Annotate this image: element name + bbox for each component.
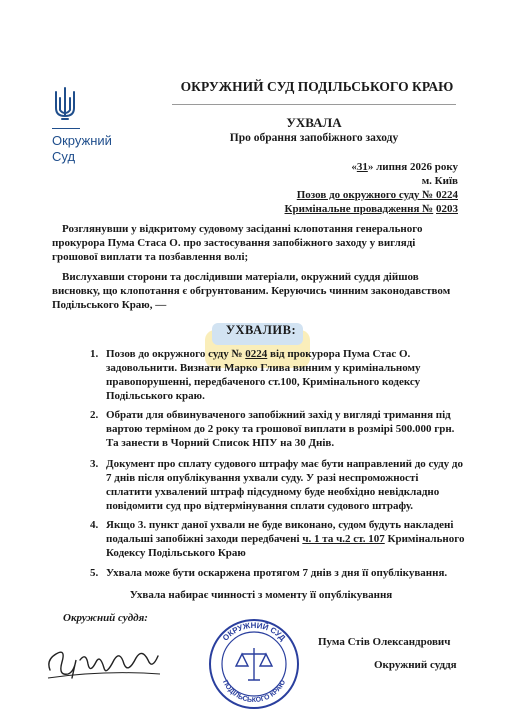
judge-role: Окружний суддя [374,659,457,671]
header-divider [172,104,456,105]
case-number [240,188,458,202]
date-open: « [351,161,357,173]
judge-label: Окружний суддя: [63,612,148,624]
item-text: Ухвала може бути оскаржена протягом 7 днів з дня її опублікування. [106,567,448,579]
item-text: Позов до окружного суду № [106,348,243,360]
list-item-5 [90,566,466,580]
case-number-ref: 0224 [245,348,268,360]
list-item-1 [90,347,466,403]
crim-label: Кримінальне провадження № [284,203,434,215]
list-item-4 [90,518,466,560]
list-item-2 [90,408,466,450]
item-number: 1. [90,348,99,360]
logo-text-line1: Окружний [52,133,112,148]
crim-number-value: 0203 [436,203,458,215]
date-rest: » липня 2026 року [367,161,458,173]
judge-name: Пума Стів Олександрович [318,636,451,648]
court-seal [205,616,303,712]
seal-bottom-path: ПОДІЛЬСЬКОГО КРАЮ [220,679,288,705]
list-item-3 [90,457,466,513]
paragraph-heard: Вислухавши сторони та дослідивши матеріали, окружний суддя дійшов висновку, що клопотання є обгрунтованим. Керуючись чинним законодавством Подільського Краю, — [52,271,451,311]
document-city: м. Київ [421,175,458,187]
effective-note: Ухвала набирає чинності з моменту її опублікування [129,589,393,601]
scales-icon [236,648,272,680]
criminal-proceeding-number [240,202,458,216]
resolved-heading: УХВАЛИВ: [225,323,297,337]
item-text: Документ про сплату судового штрафу має бути направлений до суду до 7 днів після опублікування ухвали суду. У разі неспроможності сплатити ухвалений штраф підсудному буде необхідно невідкладно повідомити суд про відтермінування сплати судового штрафу. [106,458,463,512]
case-number-value: 0224 [436,189,458,201]
seal-top-path: ОКРУЖНИЙ СУД [220,620,288,643]
item-text: Якщо 3. пункт даної ухвали не буде виконано, судом будуть накладені подальші запобіжні заходи передбачені [106,519,454,545]
paragraph-considered: Розглянувши у відкритому судовому засіданні клопотання генерального прокурора Пума Стаса О. про застосування запобіжного заходу у вигляді грошової виплати та позбавлення волі; [52,223,423,263]
date-day: 31 [356,161,368,173]
item-number: 5. [90,567,99,579]
trident-icon [52,86,78,122]
document-subtitle: Про обрання запобіжного заходу [229,132,399,144]
item-number: 2. [90,409,99,421]
court-logo [52,86,110,165]
document-title: УХВАЛА [286,115,342,130]
case-label: Позов до окружного суду № [296,189,434,201]
logo-text-line2: Суд [52,149,76,164]
item-text: Обрати для обвинуваченого запобіжний захід у вигляді тримання під вартою терміном до 2 року та грошової виплати в розмірі 500.000 грн. Та занести в Чорний Список НПУ на 30 Днів. [106,409,455,449]
document-date [240,160,458,174]
law-reference: ч. 1 та ч.2 ст. 107 [302,533,385,545]
item-number: 4. [90,519,99,531]
logo-rule [52,128,80,129]
item-text: від прокурора Пума Стас О. задовольнити. Визнати Марко Глива винним у кримінальному правопорушенні, передбаченого ст.100, Кримінального кодексу Подільського краю. [106,348,421,402]
handwritten-signature [44,630,164,686]
item-text: Кримінального Кодексу Подільського Краю [106,533,465,559]
item-number: 3. [90,458,99,470]
court-name: ОКРУЖНИЙ СУД ПОДІЛЬСЬКОГО КРАЮ [180,79,454,94]
